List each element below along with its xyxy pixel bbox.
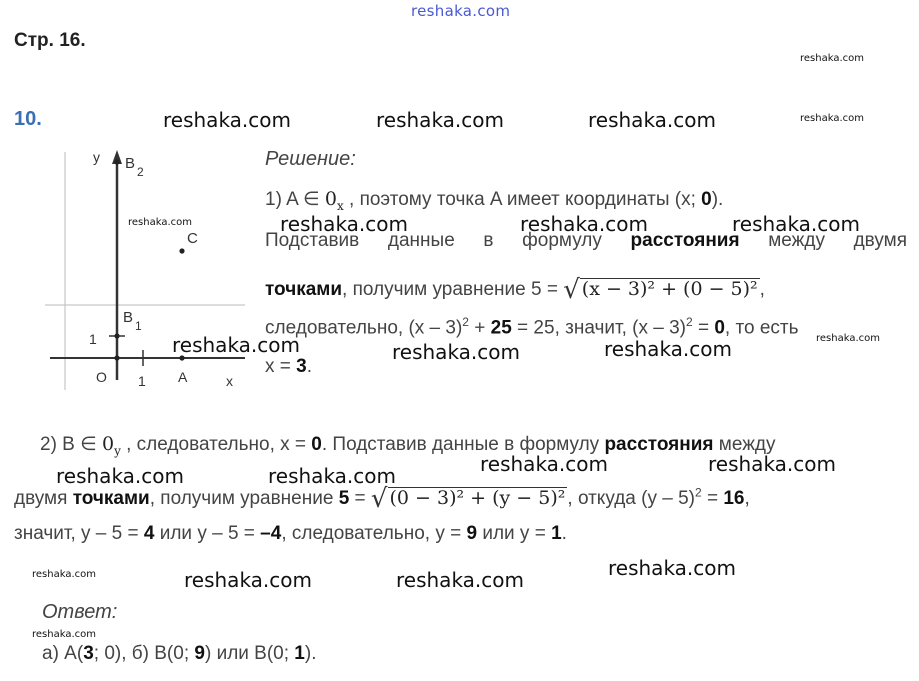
bold-value: 1 bbox=[551, 523, 562, 544]
text-span: следовательно, (x – 3) bbox=[265, 317, 463, 339]
watermark: reshaka.com bbox=[604, 337, 732, 361]
watermark-small: reshaka.com bbox=[128, 217, 192, 228]
watermark: reshaka.com bbox=[520, 212, 648, 236]
text-span: . bbox=[561, 523, 567, 544]
ox-symbol: 0 bbox=[324, 188, 337, 210]
bold-term: точками bbox=[265, 279, 343, 300]
y-tick-label: 1 bbox=[89, 331, 97, 347]
text-span: . Подставив данные в формулу bbox=[321, 434, 605, 455]
bold-value: 3 bbox=[296, 356, 307, 377]
bold-value: 9 bbox=[194, 643, 205, 664]
watermark-small: reshaka.com bbox=[816, 333, 880, 344]
watermark: reshaka.com bbox=[376, 108, 504, 132]
superscript: 2 bbox=[462, 315, 469, 329]
superscript: 2 bbox=[686, 315, 693, 329]
answer-line bbox=[42, 643, 316, 665]
bold-value: 1 bbox=[294, 643, 305, 664]
text-span: значит, y – 5 = bbox=[14, 523, 144, 544]
text-span: Подставив данные в формулу bbox=[265, 230, 631, 251]
text-span: , следовательно, y = bbox=[281, 523, 467, 544]
solution-line-1 bbox=[265, 188, 723, 213]
bold-value: 0 bbox=[311, 434, 322, 455]
oy-symbol: 0 bbox=[101, 433, 115, 455]
text-span: двумя bbox=[14, 488, 73, 509]
text-span: , bbox=[759, 279, 765, 300]
text-span: , поэтому точка A имеет координаты (x; bbox=[343, 189, 702, 210]
b2-sub: 2 bbox=[137, 165, 144, 179]
text-span: + bbox=[468, 317, 491, 339]
b2-label: B bbox=[125, 155, 136, 172]
solution-line-4 bbox=[265, 315, 798, 339]
text-span: , bbox=[744, 488, 750, 509]
watermark: reshaka.com bbox=[608, 556, 736, 580]
ox-sub: x bbox=[336, 198, 344, 213]
watermark: reshaka.com bbox=[56, 464, 184, 488]
watermark: reshaka.com bbox=[396, 568, 524, 592]
origin-label: O bbox=[96, 369, 107, 385]
page-title: Стр. 16. bbox=[14, 30, 86, 51]
bold-term: расстояния bbox=[604, 434, 714, 455]
top-watermark: reshaka.com bbox=[411, 2, 511, 20]
x-axis-label: x bbox=[226, 373, 233, 389]
watermark: reshaka.com bbox=[480, 452, 608, 476]
text-span: 1) A ∈ bbox=[265, 189, 325, 210]
radicand: (x − 3)² + (0 − 5)² bbox=[581, 278, 758, 300]
oy-sub: y bbox=[114, 443, 121, 458]
watermark: reshaka.com bbox=[280, 212, 408, 236]
text-span: или y = bbox=[477, 523, 552, 544]
bold-term: расстояния bbox=[630, 230, 740, 251]
y-axis-label: y bbox=[93, 149, 100, 165]
text-span: ; 0), б) B(0; bbox=[93, 643, 195, 664]
b1-label: B bbox=[123, 309, 134, 326]
text-span: ). bbox=[711, 189, 724, 210]
answer-heading: Ответ: bbox=[42, 601, 118, 623]
task-number: 10. bbox=[14, 108, 42, 130]
c-label: C bbox=[187, 230, 198, 247]
watermark-small: reshaka.com bbox=[32, 629, 96, 640]
bold-value: 4 bbox=[143, 523, 155, 544]
bold-value: 0 bbox=[714, 317, 725, 339]
sqrt-symbol: √ bbox=[563, 275, 580, 305]
bold-value: 16 bbox=[723, 488, 745, 509]
text-span: или y – 5 = bbox=[154, 523, 261, 544]
point-b1 bbox=[114, 333, 119, 338]
text-span: , следовательно, x = bbox=[120, 434, 312, 455]
text-span: ) или B(0; bbox=[204, 643, 295, 664]
point-origin bbox=[114, 355, 119, 360]
watermark-small: reshaka.com bbox=[800, 53, 864, 64]
text-span: , получим уравнение 5 = bbox=[342, 279, 564, 300]
text-span: x = bbox=[265, 356, 297, 377]
point-c bbox=[179, 248, 184, 253]
watermark: reshaka.com bbox=[392, 340, 520, 364]
a-label: A bbox=[178, 369, 188, 385]
text-span: между bbox=[713, 434, 776, 455]
watermark: reshaka.com bbox=[268, 464, 396, 488]
x-tick-label: 1 bbox=[138, 373, 146, 389]
bold-value: 3 bbox=[83, 643, 94, 664]
text-span: = bbox=[701, 488, 724, 509]
text-span: = bbox=[692, 317, 715, 339]
bold-value: 5 bbox=[338, 488, 350, 509]
text-span: = bbox=[349, 488, 371, 509]
text-span: ). bbox=[304, 643, 317, 664]
bold-value: –4 bbox=[260, 523, 282, 544]
superscript: 2 bbox=[694, 485, 702, 500]
part2-line-3 bbox=[14, 523, 567, 545]
point-b2 bbox=[114, 159, 119, 164]
watermark: reshaka.com bbox=[172, 333, 300, 357]
text-span: , то есть bbox=[724, 317, 799, 339]
text-span: . bbox=[306, 356, 313, 377]
text-span: , получим уравнение bbox=[149, 488, 339, 509]
text-span: 2) B ∈ bbox=[40, 434, 102, 455]
radicand: (0 − 3)² + (y − 5)² bbox=[389, 487, 566, 509]
watermark-small: reshaka.com bbox=[32, 569, 96, 580]
text-span: между двумя bbox=[739, 230, 907, 251]
watermark: reshaka.com bbox=[184, 568, 312, 592]
part2-line-1 bbox=[40, 433, 776, 458]
solution-heading: Решение: bbox=[265, 148, 356, 170]
text-span: , откуда (y – 5) bbox=[567, 488, 695, 509]
watermark: reshaka.com bbox=[588, 108, 716, 132]
watermark-small: reshaka.com bbox=[800, 113, 864, 124]
solution-line-3 bbox=[265, 272, 765, 305]
solution-line-5 bbox=[265, 356, 312, 378]
bold-value: 0 bbox=[701, 189, 712, 210]
bold-term: точками bbox=[72, 488, 150, 509]
sqrt-symbol: √ bbox=[370, 484, 388, 514]
bold-value: 25 bbox=[490, 317, 512, 339]
watermark: reshaka.com bbox=[163, 108, 291, 132]
b1-sub: 1 bbox=[135, 319, 142, 333]
text-span: а) A( bbox=[42, 643, 84, 664]
bold-value: 9 bbox=[466, 523, 478, 544]
text-span: = 25, значит, (x – 3) bbox=[511, 317, 686, 339]
watermark: reshaka.com bbox=[732, 212, 860, 236]
watermark: reshaka.com bbox=[708, 452, 836, 476]
